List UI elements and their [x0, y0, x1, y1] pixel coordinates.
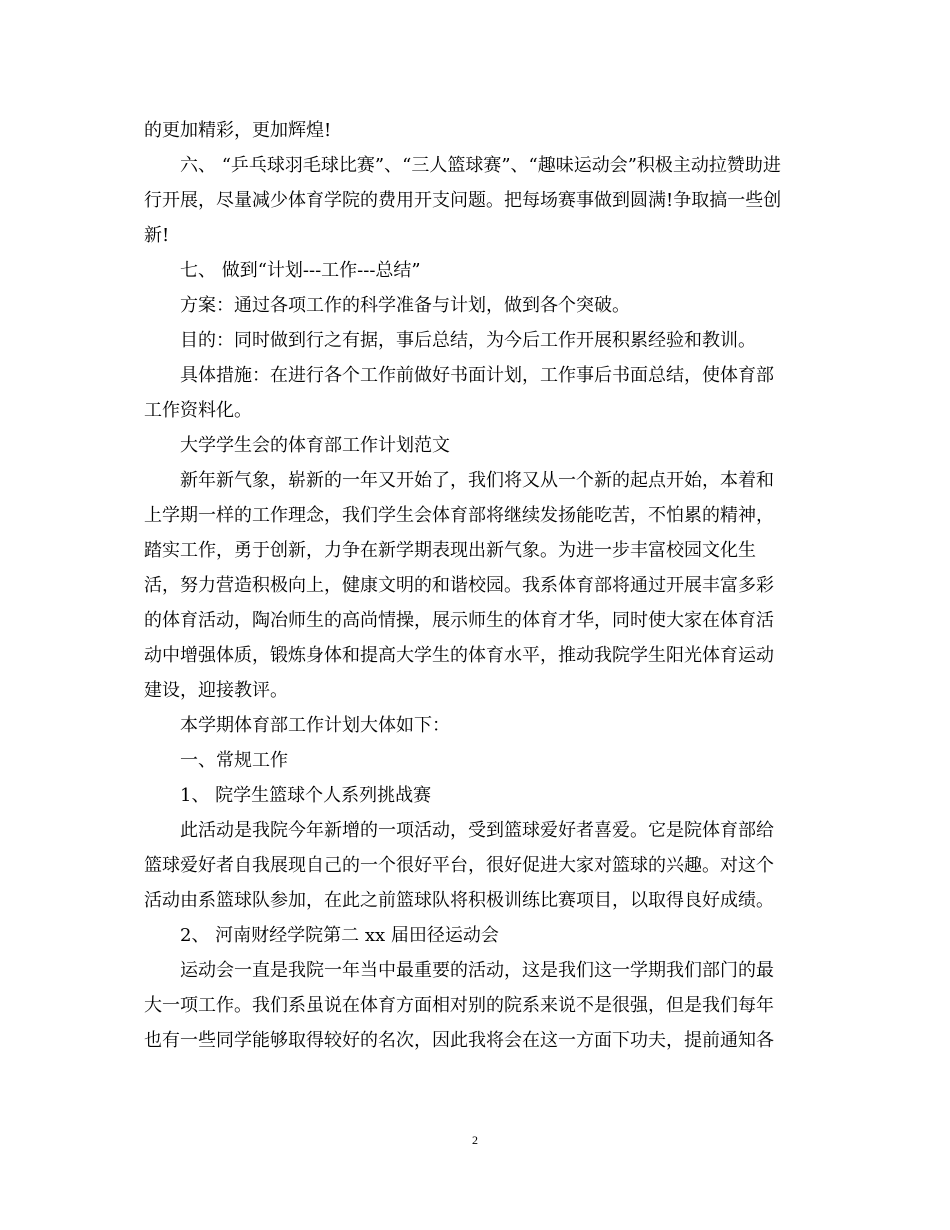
text-line: 新年新气象，崭新的一年又开始了，我们将又从一个新的起点开始，本着和 [180, 470, 774, 491]
text-line: 工作资料化。 [144, 400, 252, 421]
document-body [144, 113, 809, 1058]
text-line: 一、常规工作 [180, 750, 288, 771]
text-line: 大一项工作。我们系虽说在体育方面相对别的院系来说不是很强，但是我们每年 [144, 995, 774, 1016]
text-line: 具体措施：在进行各个工作前做好书面计划，工作事后书面总结，使体育部 [180, 365, 774, 386]
text-line: 七、 做到“计划---工作---总结” [180, 260, 421, 281]
text-line: 方案：通过各项工作的科学准备与计划，做到各个突破。 [180, 295, 630, 316]
text-line: 此活动是我院今年新增的一项活动，受到篮球爱好者喜爱。它是院体育部给 [180, 820, 774, 841]
text-line: 新! [144, 225, 170, 246]
text-line: 活，努力营造积极向上，健康文明的和谐校园。我系体育部将通过开展丰富多彩 [144, 575, 774, 596]
text-line: 1、 院学生篮球个人系列挑战赛 [180, 785, 432, 806]
text-line: 本学期体育部工作计划大体如下： [180, 715, 450, 736]
text-line: 行开展，尽量减少体育学院的费用开支问题。把每场赛事做到圆满!争取搞一些创 [144, 190, 782, 211]
text-line: 的更加精彩，更加辉煌! [144, 120, 332, 141]
text-line: 上学期一样的工作理念，我们学生会体育部将继续发扬能吃苦，不怕累的精神， [144, 505, 774, 526]
text-line: 的体育活动，陶冶师生的高尚情操，展示师生的体育才华，同时使大家在体育活 [144, 610, 774, 631]
text-line: 活动由系篮球队参加，在此之前篮球队将积极训练比赛项目，以取得良好成绩。 [144, 890, 774, 911]
text-line: 篮球爱好者自我展现自己的一个很好平台，很好促进大家对篮球的兴趣。对这个 [144, 855, 774, 876]
text-line: 建设，迎接教评。 [144, 680, 288, 701]
text-line: 也有一些同学能够取得较好的名次，因此我将会在这一方面下功夫，提前通知各 [144, 1030, 774, 1051]
text-line: 目的：同时做到行之有据，事后总结，为今后工作开展积累经验和教训。 [180, 330, 756, 351]
text-line: 动中增强体质，锻炼身体和提高大学生的体育水平，推动我院学生阳光体育运动 [144, 645, 774, 666]
text-line: 2、 河南财经学院第二 xx 届田径运动会 [180, 925, 499, 946]
text-line: 运动会一直是我院一年当中最重要的活动，这是我们这一学期我们部门的最 [180, 960, 774, 981]
text-line: 六、 “乒乓球羽毛球比赛”、“三人篮球赛”、“趣味运动会”积极主动拉赞助进 [180, 155, 781, 176]
text-line: 大学学生会的体育部工作计划范文 [180, 435, 450, 456]
page-number: 2 [472, 1133, 478, 1147]
text-line: 踏实工作，勇于创新，力争在新学期表现出新气象。为进一步丰富校园文化生 [144, 540, 756, 561]
